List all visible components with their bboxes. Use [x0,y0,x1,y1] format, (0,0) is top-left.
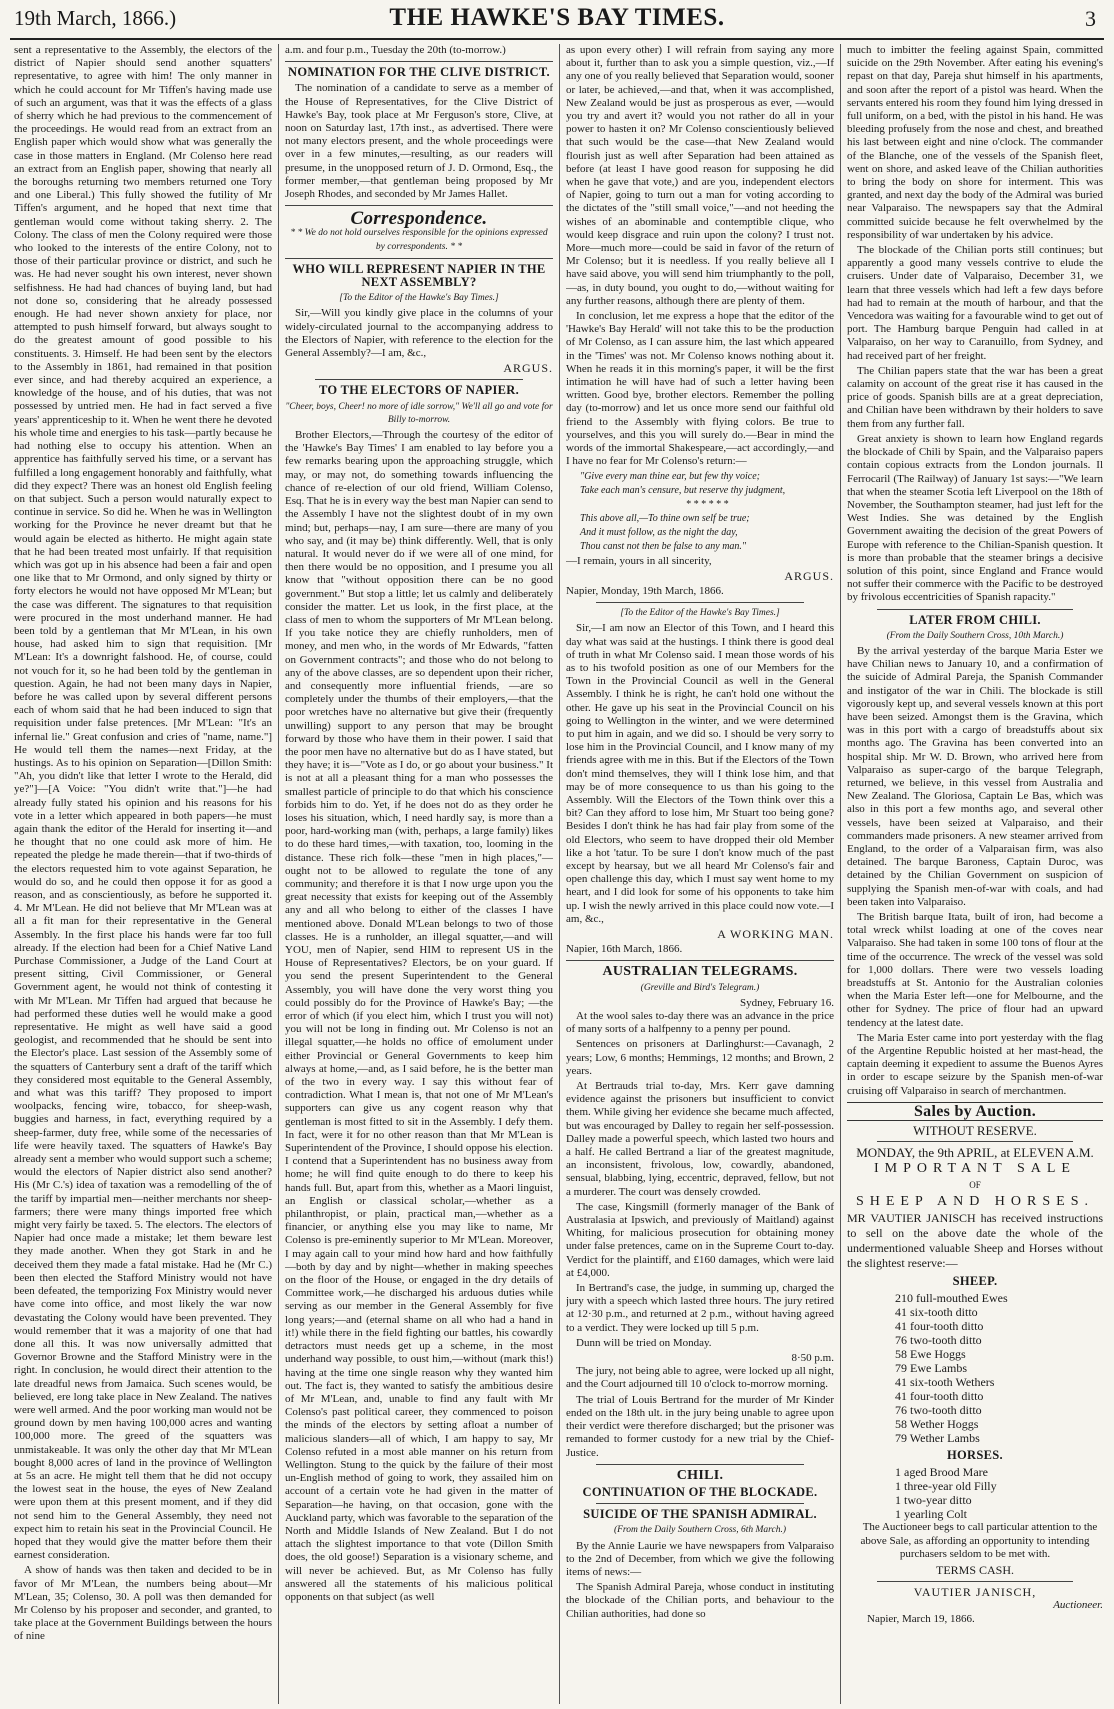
list-item: 41 four-tooth ditto [895,1319,984,1334]
article-paragraph: much to imbitter the feeling against Spain, committed suicide on the 29th November. After eating his evening's repast on that day, Pareja shut himself in his apartments, and soon after the report of a pistol was heard. When the servants entered his room they found him lying dressed in full uniform, on a bed, with the pistol in his hand. He was bleeding profusely from the nose and chest, and breathed his last between eight and nine o'clock. The commander of the Blanche, one of the vessels of the Spanish fleet, went on shore, and asked leave of the Chilian authorities to bring the body on shore for interment. This was granted, and next day the body of the Admiral was buried near Valparaiso. The newspapers say that the Admiral committed suicide because he felt overwhelmed by the responsibility of war undertaken by his advice. [847,44,1103,241]
livestock-heading: SHEEP. [952,1274,998,1289]
divider [596,1464,804,1465]
article-paragraph: The nomination of a candidate to serve as a member of the House of Representatives, for the Clive District of Hawke's Bay, took place at Mr Ferguson's store, Clive, at noon on Saturday last, 17th inst., as advertised. There were not many electors present, and the whole proceedings were over in a few minutes,—resulting, as our readers will presume, in the unopposed return of J. D. Ormond, Esq., the former member,—that gentleman being proposed by Mr Joseph Rhodes, and seconded by Mr James Hallet. [285,82,553,201]
letter-body: Sir,—Will you kindly give place in the columns of your widely-circulated journal to the accompanying address to the Electors of Napier, with reference to the election for the General Assembly?—I am, &c., [285,307,553,360]
verse-line: Thou canst not then be false to any man." [580,540,747,552]
newspaper-title: THE HAWKE'S BAY TIMES. [389,4,725,31]
section-source: (From the Daily Southern Cross, 10th March.) [886,630,1064,641]
verse-line: And it must follow, as the night the day, [580,526,738,538]
letter-signature: A WORKING MAN. [717,926,834,941]
article-paragraph: sent a representative to the Assembly, the electors of the district of Napier should send another squatters' representative, to agree with him! The only manner in which he could account for Mr Tiffen's having made use of such an argument, was that it was the effects of a glass of sherry which he had previous to the commencement of the proceedings. He would read from an extract from an English paper which would show what was generally the case in those matters in England. (Mr Colenso here read an extract from an English paper, showing that nearly all the boroughs returning two members returned one Tory and one Liberal.) This fully showed the futility of Mr Tiffen's argument, and he hoped that next time that gentleman would come without taking sherry. 2. The Colony. The class of men the Colony required were those who looked to the interests of the entire Colony, not to those of their particular province or district, and such he was. He had never sought his own interest, never shown selfishness. He had had chances of buying land, but had not done so, considering that he already possessed enough. He had never shown anxiety for place, nor attempted to push himself forward, but always sought to do the greatest amount of good possible to his constituents. 3. Himself. He had been sent by the electors to the Assembly in 1861, had remained in that position ever since, and had thereby acquired an experience, a knowledge of the house, and of his duties, that was not possessed by untried men. He had in fact served a five years' apprenticeship to it. When he went there he devoted his whole time and energies to his task—partly because he had nothing else to occupy his attention. When an apprentice has faithfully served his time, or a servant has fulfilled a long engagement honorably and faithfully, what did they expect? There was an honest old English feeling on that subject. Such a person would naturally expect to continue in service. So did he. When he was in Wellington working for the Province he never dreamt but that he would again be elected as hitherto. He might again state that he had been treated most unfairly. If that requisition which was got up in his absence had been a fair and open one like that to Mr Ormond, and only signed by thirty or forty electors he would not have opposed Mr M'Lean; but the case was different. The signatures to that requisition were procured in the most underhand manner. He had been told by a gentleman that Mr M'Lean, in his own house, had asked him to sign that requisition. [Mr M'Lean: It's a downright falshood. He, of course, could not vouch for it, so he had been told by the gentleman in question. Again, he had not been many days in Napier, before he was called upon by several different persons each of whom said that he had been induced to sign that requisition under false pretences. [Mr M'Lean: "It's an infernal lie." Great confusion and cries of "name, name."] He would tell them the names—next Friday, at the hustings. As to his opinion on Separation—[Dillon Smith: "Ah, you didn't like that letter I wrote to the Herald, did ye?"]—[A Voice: "You didn't write that."]—he had already fully stated his opinion and his reasons for his vote in a letter which appeared in both papers—he must again thank the editor of the Herald for inserting it—and he thought that no one could ask more of him. He repeated the pledge he made therein—that if two-thirds of the electors requested him to vote against Separation, he would do so, and he could then oppose it for as good a reason, and as conscientiously, as before he supported it. 4. Mr M'Lean. He did not believe that Mr M'Lean was at all a fit man for their representative in the General Assembly. In the first place his hands were far too full already. If the election had been for a Chief Native Land Purchase Commissioner, a Judge of the Land Court at present sitting, Civil Commissioner, or General Government agent, he would not think of contesting it with Mr M'Lean. Mr Tiffen had argued that because he had performed these duties well he would make a good representative. He might as well have said a good geologist, and recommended that he should be sent into the Elector's place. Last session of the Assembly some of the squatters of Canterbury sent a draft of the tariff which they considered most equitable to the General Assembly, and what was this tariff? They proposed to import woolpacks, fencing wire, tobacco, for sheep-wash, buggies and harness, in fact, everything required by a sheep-farmer, duty free, while some of the necessaries of life were heavily taxed. The squatters of Hawke's Bay already sent a member who would support such a scheme; would the electors of Napier district also send another? His (Mr C.'s) idea of taxation was a remodelling of the of the tariff by impartial men—neither merchants nor sheep-farmers; there were many things imported free which might very fairly be taxed. 5. The electors. The electors of Napier had once made a mistake; let them beware lest they made another. When they got Stark in and he deceived them they made a fatal mistake. Had he (Mr C.) been then elected the Stafford Ministry would not have been defeated, the temporizing Fox Ministry would never have come into office, and most likely the war now devastating the Colony would have been prevented. They would remember that it was a majority of one that had done all this. It was now universally admitted that Governor Browne and the Stafford Ministry were in the right. In conclusion, he would direct their attention to the late dreadful news from Jamaica. Such scenes would, be believed, ere long take place in New Zealand. The natives were well armed. And the poor working man would not be ground down by men having 100,000 acres and wanting 100,000 more. The greed of the squatters was unmistakeable. It was only the other day that Mr M'Lean bought 8,000 acres of land in the province of Wellington at 5s an acre. He might tell them that he did not occupy the lowest seat in the house, the eyes of New Zealand were upon them at this present moment, and if they did not send him to the General Assembly, they need not expect him to retain his seat in the Provincial Council. He hoped that they would give the matter before them their earnest consideration. [14,44,272,1562]
auction-notice-date: Napier, March 19, 1866. [867,1612,975,1625]
list-item: 76 two-tooth ditto [895,1403,982,1418]
column-4 [847,44,1103,1704]
section-subheading: SUICIDE OF THE SPANISH ADMIRAL. [583,1507,817,1522]
divider [877,1581,1073,1582]
correspondence-heading: Correspondence. [350,208,488,230]
letter-addressee: [To the Editor of the Hawke's Bay Times.] [339,293,499,304]
sheep-list [847,1291,1103,1445]
verse-line: This above all,—To thine own self be true; [580,512,750,524]
letter-heading: WHO WILL REPRESENT NAPIER IN THE NEXT ASSEMBLY? [292,261,546,290]
article-paragraph: Great anxiety is shown to learn how England regards the blockade of Chili by Spain, and the Valparaiso papers contain copious extracts from the London journals. Il Ferrocaril (The Railway) of January 1st says:—"We learn that when the steamer Scotia left Liverpool on the 18th of November, the Southampton steamer, had just left for the West Indies. She was detained by the English Government awaiting the decision of the great Powers of Europe with reference to the Chilian-Spanish question. It is more than probable that the steamer brings a decisive solution of this point, since England and France would not suffer their commerce with the Pacific to be destroyed by frivolous eccentricities of Spanish rapacity." [847,432,1103,604]
article-paragraph: The Spanish Admiral Pareja, whose conduct in instituting the blockade of the Chilian ports, and behaviour to the Chilian authorities, had done so [566,1581,834,1620]
letter-body: Sir,—I am now an Elector of this Town, and I heard this day what was said at the hustings. I think there is good deal of truth in what Mr Colenso said. I mean those words of his as to his twofold position as one of our Members for the Town in the Provincial Council as well in the General Assembly. I think he is right, he can't hold one without the other. He gave up his seat in the Provincial Council on his going to Wellington in the winter, and we were determined to put him in again, and we did so. I should be very sorry to lose him in the Provincial Council, and I know many of my friends agree with me in this. But if the Electors of the Town don't mind themselves, they will I think lose him, and that may be of more consequence to us than his going to the Assembly. Will the Electors of the Town think over this a bit? Can they afford to lose him, Mr Stuart too being gone? Besides I don't think he has had fair play from some of the old Electors, who seem to have dropped their old Member like a hot 'tatur. To be sure I don't know much of the past except by hearsay, but we all heard Mr Colenso's fair and open challenge this day, which I must say went home to my heart, and I did look for some of his opponents to take him up. I wish the newly arrived in this place could now vote.—I am, &c., [566,622,834,925]
letter-heading: TO THE ELECTORS OF NAPIER. [318,383,520,398]
auctioneer-role: Auctioneer. [1053,1599,1103,1612]
section-heading: NOMINATION FOR THE CLIVE DISTRICT. [288,65,550,80]
column-divider [840,44,841,1704]
column-divider [559,44,560,1704]
article-paragraph: The jury, not being able to agree, were locked up all night, and the Court adjourned till 10 o'clock to-morrow morning. [566,1365,834,1391]
article-paragraph: The case, Kingsmill (formerly manager of the Bank of Australasia at Ipswich, and previously of Maitland) against Whiting, for malicious prosecution for obtaining money under false pretences, came on in the Supreme Court to-day. Verdict for the plaintiff, and £160 damages, which were laid at £4,000. [566,1200,834,1279]
divider [315,379,523,380]
article-paragraph: The trial of Louis Bertrand for the murder of Mr Kinder ended on the 18th ult. in the jury being unable to agree upon their verdict were therefore discharged; but the prisoner was remanded to former custody for a new trial by the Chief-Justice. [566,1393,834,1459]
article-paragraph: A show of hands was then taken and decided to be in favor of Mr M'Lean, the numbers being about—Mr M'Lean, 35; Colenso, 30. A poll was then demanded for Mr Colenso by his proposer and seconder, and granted, to take place at the Government Buildings between the hours of nine [14,1564,272,1643]
list-item: 210 full-mouthed Ewes [895,1291,1008,1306]
list-item: 58 Wether Hoggs [895,1417,979,1432]
divider [596,602,804,603]
divider [596,1503,804,1504]
article-paragraph: In Bertrand's case, the judge, in summing up, charged the jury with a speech which lasted three hours. The jury retired at 12·30 p.m., and returned at 2 p.m., without having agreed to a verdict. They were locked up till 5 p.m. [566,1282,834,1334]
auction-reserve: WITHOUT RESERVE. [913,1123,1037,1139]
list-item: 1 two-year ditto [895,1493,972,1508]
divider [285,258,553,259]
editorial-note: * * We do not hold ourselves responsible for the opinions expressed by correspondents. * * [290,228,548,252]
section-heading: AUSTRALIAN TELEGRAMS. [602,964,798,980]
section-heading: LATER FROM CHILI. [909,612,1041,627]
article-paragraph: The British barque Itata, built of iron, had become a total wreck whilst loading at one of the coves near Valparaiso. She had taken in some 100 tons of flour at the time of the occurrence. The wreck of the vessel was sold for 1,000 dollars. There were two vessels loading breadstuffs at St. Antonio for the Australian colonies when the Maria Ester left—one for Melbourne, and the other for Sydney. The price of flour had an upward tendency at the latest date. [847,911,1103,1029]
article-paragraph: At the wool sales to-day there was an advance in the price of many sorts of a halfpenny to a penny per pound. [566,1010,834,1036]
letter-date: Napier, Monday, 19th March, 1866. [566,584,724,597]
letter-date: Napier, 16th March, 1866. [566,943,683,956]
auction-terms: TERMS CASH. [935,1563,1015,1578]
column-1 [14,44,272,1704]
auctioneer-name: VAUTIER JANISCH, [913,1585,1037,1600]
section-subheading: CONTINUATION OF THE BLOCKADE. [582,1484,818,1499]
article-paragraph: The Maria Ester came into port yesterday with the flag of the Argentine Republic hoisted at her mast-head, the captain deeming it expedient to assume the Buenos Ayres in order to escape seizure by the Spanish men-of-war cruising off Valparaiso in search of merchantmen. [847,1031,1103,1097]
list-item: 41 four-tooth ditto [895,1389,984,1404]
auction-intro: MR VAUTIER JANISCH has received instructions to sell on the above date the whole of the undermentioned valuable Sheep and Horses without the slightest reserve:— [847,1211,1103,1271]
list-item: 1 three-year old Filly [895,1479,997,1494]
list-item: 79 Ewe Lambs [895,1361,967,1376]
section-heading: CHILI. [676,1467,724,1483]
article-paragraph: By the Annie Laurie we have newspapers from Valparaiso to the 2nd of December, from which we give the following items of news:— [566,1539,834,1578]
verse-line: Take each man's censure, but reserve thy judgment, [580,484,786,496]
issue-date: 19th March, 1866.) [14,6,177,30]
column-divider [278,44,279,1704]
list-item: 79 Wether Lambs [895,1431,980,1446]
column-3 [566,44,834,1704]
divider [285,61,553,62]
article-paragraph: At Bertrauds trial to-day, Mrs. Kerr gave damning evidence against the prisoners but insufficient to convict them. While giving her evidence she became much affected, but was encouraged by Dalley to regain her self-possession. Dalley made a powerful speech, which lasted two hours and a half. He called Bertrand a liar of the greatest magnitude, an inconsistent, frivolous, low, cowardly, abandoned, sensual, blabbing, lying, eccentric, depraved, fellow, but not a murderer. The court was densely crowded. [566,1080,834,1198]
verse-line: "Give every man thine ear, but few thy voice; [580,470,760,482]
letter-body: as upon every other) I will refrain from saying any more about it, further than to ask you a simple question, viz.,—If any one of you really believed that Separation would, sooner or later, be achieved,—and that, when it was accomplished, New Zealand would be just as prosperous as ever, —would you try and avert it? would you not rather do all in your power to hasten it on? Mr Colenso conscientiously believed that such would be the case—that New Zealand would flourish just as well after Separation had been attained as before (at least I have good reason for supposing he did when he gave that vote,) and are you, independent electors of Napier, going to turn out a man for voting according to the dictates of the "still small voice,"—and not heeding the wishes of an abominable and contemptible clique, who would keep disgrace and ruin upon the colony? I trust not. More—much more—could be said in favor of the return of Mr Colenso; but it is needless. If you really believe all I have said above, you will send him triumphantly to the poll, —as, in duty bound, you ought to do,—without waiting for any further reasons, although there are plenty of them. [566,44,834,307]
list-item: 41 six-tooth Wethers [895,1375,995,1390]
list-item: 76 two-tooth ditto [895,1333,982,1348]
divider [285,205,553,206]
list-item: 41 six-tooth ditto [895,1305,978,1320]
divider [877,1141,1073,1142]
masthead [0,0,1114,40]
dateline: Sydney, February 16. [740,996,834,1009]
timestamp: 8·50 p.m. [791,1352,834,1365]
article-paragraph: The blockade of the Chilian ports still continues; but apparently a good many vessels contrive to elude the cruisers. Under date of Valparaiso, December 31, we learn that three vessels which had left a few days before had had to remain at the mouth of harbour, and that the Vencedora was waiting for a favourable wind to get out of port. The Hamburg barque Penguin had called in at Valparaiso, on her way to Caranuillo, from Sydney, and had received part of her freight. [847,244,1103,362]
horses-list [847,1465,1103,1521]
divider [566,960,834,961]
article-paragraph: Sentences on prisoners at Darlinghurst:—Cavanagh, 2 years; Low, 6 months; Hemmings, 12 months; and Brown, 2 years. [566,1038,834,1077]
letter-signature: ARGUS. [503,361,553,376]
verse-line: * * * * * * [685,498,729,510]
auction-title: SHEEP AND HORSES. [855,1193,1094,1209]
auction-date: MONDAY, the 9th APRIL, at ELEVEN A.M. [856,1145,1094,1161]
letter-motto: "Cheer, boys, Cheer! no more of idle sorrow," We'll all go and vote for Billy to-morrow. [285,401,553,425]
column-2 [285,44,553,1704]
section-source: (From the Daily Southern Cross, 6th March.) [613,1525,787,1536]
article-paragraph: Dunn will be tried on Monday. [576,1336,712,1349]
masthead-rule [10,38,1104,40]
auction-note: The Auctioneer begs to call particular attention to the above Sale, as affording an opportunity to intending purchasers seldom to be met with. [860,1521,1098,1560]
letter-signature: ARGUS. [784,568,834,583]
page-number: 3 [1085,6,1096,31]
livestock-heading: HORSES. [947,1448,1003,1463]
letter-closing: —I remain, yours in all sincerity, [566,554,712,567]
auction-of: OF [969,1179,981,1190]
article-paragraph: The Chilian papers state that the war has been a great calamity on account of the great rise it has caused in the price of goods. Spanish bills are at a great depreciation, and Chilian have been withdrawn by their holders to save them from any further fall. [847,364,1103,430]
auction-heading: Sales by Auction. [847,1102,1103,1121]
divider [877,609,1073,610]
article-paragraph: By the arrival yesterday of the barque Maria Ester we have Chilian news to January 10, and a confirmation of the suicide of Admiral Pareja, the Spanish Commander and instigator of the war in Chili. The blockade is still vigorously kept up, and several vessels known at this port have been seized. Amongst them is the Gravina, which was in this port with a cargo of breadstuffs about six months ago. The Gravina has been converted into an hospital ship. Mr W. D. Brown, who arrived here from Valparaiso as super-cargo of the barque Telegraph, returned, we believe, in this vessel from Australia and New Zealand. The Gloriosa, Captain Le Bas, which was also in this port a few months ago, and several other vessels, have been seized at Valparaiso, and their commanders made prisoners. A new steamer arrived from England, to the order of a Valparaisan firm, was also detained. The barque Baroness, Captain Duroc, was detained by the Chilian Government on suspicion of supplying the Spanish men-of-war with coals, and had been taken into Valparaiso. [847,644,1103,908]
letter-addressee: [To the Editor of the Hawke's Bay Times.] [620,608,780,619]
section-source: (Greville and Bird's Telegram.) [640,982,760,993]
list-item: 1 yearling Colt [895,1507,967,1522]
list-item: 58 Ewe Hoggs [895,1347,966,1362]
letter-body: In conclusion, let me express a hope that the editor of the 'Hawke's Bay Herald' will not take this to be the production of Mr Colenso, as I can assure him, the last which appeared in the 'Times' was not. Mr Colenso knows nothing about it. When he reads it in this morning's paper, it will be the first intimation he will have had of such a letter having been written. Good bye, brother electors. Remember the polling day (to-morrow) and let us once more send our faithful old friend to the Assembly with flying colors. Be true to yourselves, and this you will surely do.—Bear in mind the words of the immortal Shakespeare,—act accordingly,—and I have no fear for Mr Colenso's return:— [566,310,834,468]
letter-body: Brother Electors,—Through the courtesy of the editor of the 'Hawke's Bay Times' I am enabled to lay before you a few remarks bearing upon the approaching struggle, which may, or may not, do something towards influencing the chance of re-election of our old friend, William Colenso, Esq. That he is in every way the best man Napier can send to the Assembly I have not the slightest doubt of in my own mind; but, perhaps—nay, I am sure—there are many of you who say, and (it may be) think differently. Well, that is only natural. It would never do if we were all of one mind, for then there would be no opposition, and I presume you all know that "without opposition there can be no good government." But stop a little; let us calmly and deliberately consider the matter. Let us look, in the first place, at the class of men to whom the supporters of Mr M'Lean belong. If you take notice they are chiefly runholders, men of money, and men who, in the words of Mr Edwards, "fatten on Government contracts"; and those who do not belong to any of the above classes, are so dependent upon their richer, and consequently more influential friends, —are so completely under the thumbs of their employers,—that the poor wretches have no alternative but give their (frequently unwilling) support to any person that may be brought forward by those who have them in their power. I said that the poor men have no alternative but do as I have stated, but they have; it is—"Vote as I do, or go about your business." It is not at all a pleasant thing for a man who possesses the smallest particle of principle to do that which his conscience forbids him to do. Yet, if he does not do as they order he loses his situation, which, I need hardly say, is more than a poor, hard-working man (with, perhaps, a large family) likes to do these hard times,—with taxation, too, looming in the distance. These rich folk—these "men in high places,"—ought not to be allowed to regulate the tone of any community; and therefore it is that I now urge upon you the great necessity that exists for keeping out of the Assembly any and all who belong to either of the classes I have mentioned above. Donald M'Lean belongs to two of those classes. He is a runholder, an illegal squatter,—and will YOU, men of Napier, send HIM to represent US in the House of Representatives? Electors, be on your guard. If you send the present Superintendent to the General Assembly, you will have done the very worst thing you could possibly do for the Province of Hawke's Bay; —the error of which (if you elect him, which I trust you will not) you will not be long in finding out. Mr Colenso is not an illegal squatter,—he holds no office of emolument under either Provincial or General Governments to keep him always at home,—and, as I said before, he is the better man of the two in every way. I say this without fear of contradiction. What I mean is, that not one of Mr M'Lean's supporters can give us any cogent reason why that gentleman is most fitted to sit in the Assembly. I defy them. In fact, were it for no other reason than that Mr M'Lean is Superintendent of the Province, I should oppose his election. I contend that a Superintendent has no business away from home; he will find quite enough to do there to keep his hands full. But, apart from this, whether as a Maori linguist, an English or classical scholar,—whether as a philanthropist, or plain, practical man,—whether as a financier, or anything else you may like to name, Mr Colenso is pre-eminently superior to Mr M'Lean. Moreover, I may again call to your mind how hard and how faithfully—both by day and by night—whether in making speeches on the floor of the House, or engaged in the dry details of Committee work,—he discharged his arduous duties while serving as our member in the General Assembly for five long years;—and (eternal shame on all who had a hand in it!) while there in the field fighting our battles, his cowardly detractors must needs get up a scheme, in the most underhand way possible, to oust him,—without (mark this!) having at the time one single reason why they wanted him out. The fact is, they wanted to satisfy the ambitious desire of Mr M'Lean, and, unable to find any fault with Mr Colenso's past political career, they commenced to poison the minds of the electors by setting afloat a number of malicious slanders—all of which, I am happy to say, Mr Colenso refuted in a most able manner on his return from Wellington. Stung to the quick by the failure of their most un-English method of going to work, they assailed him on account of a certain vote he had given in the matter of Separation—he having, on that occasion, gone with the Auckland party, which was favorable to the separation of the North and Middle Islands of New Zealand. But I do not attach the slightest importance to that vote (Dillon Smith does, the old goose!) Separation is a visionary scheme, and will never be achieved. But, as Mr Colenso has fully answered all the statements of his malicious political opponents on that subject (as well [285,429,553,1603]
list-item: 1 aged Brood Mare [895,1465,988,1480]
article-paragraph: a.m. and four p.m., Tuesday the 20th (to-morrow.) [285,44,506,56]
auction-title: IMPORTANT SALE [874,1161,1076,1177]
